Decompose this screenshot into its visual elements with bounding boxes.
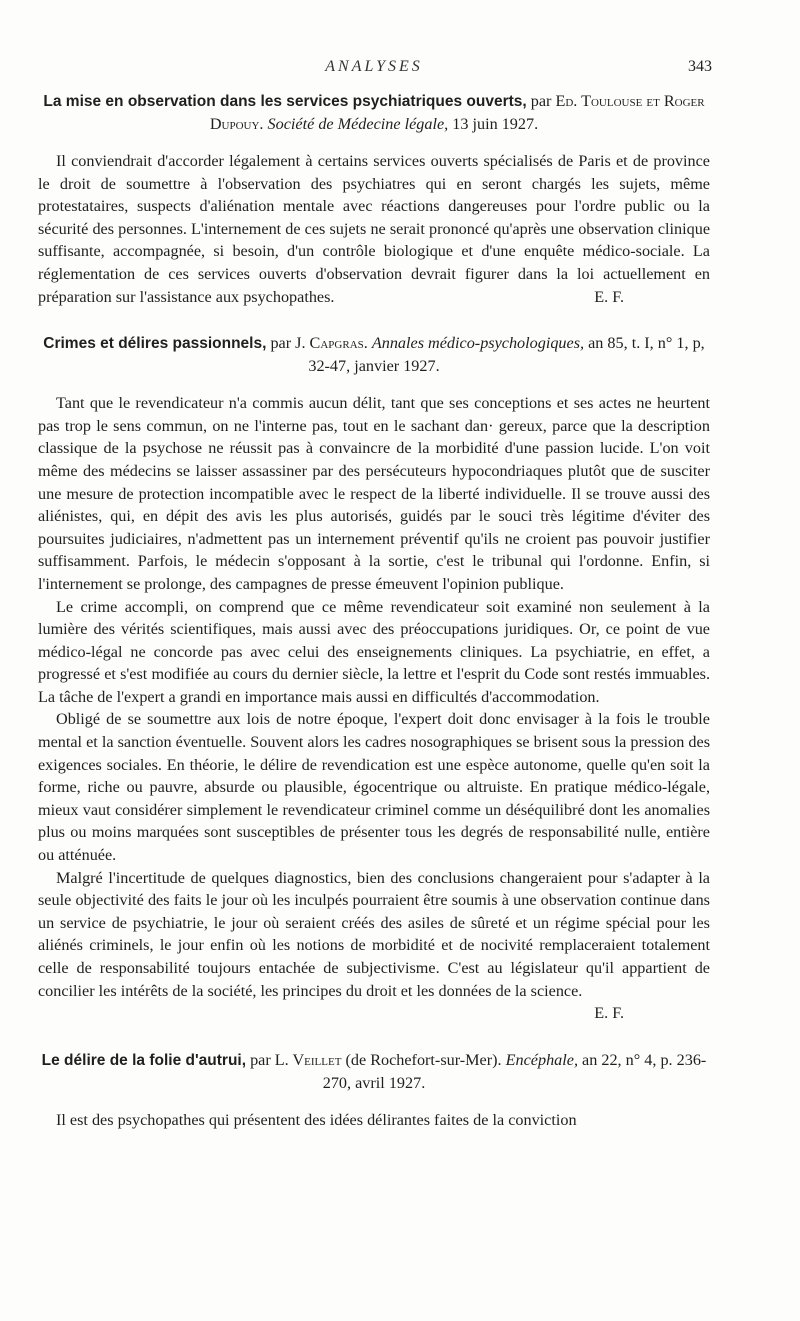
page-number: 343 bbox=[688, 58, 712, 75]
article-title: La mise en observation dans les services psychiatriques ouverts, bbox=[43, 93, 527, 110]
spacer bbox=[38, 1025, 710, 1049]
article-source: Société de Médecine légale, bbox=[267, 115, 449, 133]
article-heading bbox=[38, 1049, 710, 1095]
by-word: par bbox=[270, 334, 292, 353]
article-authors: J. Capgras. bbox=[295, 334, 368, 353]
article-paragraph bbox=[38, 150, 710, 308]
article-authors: Ed. Toulouse et Roger Dupouy. bbox=[209, 92, 705, 133]
reviewer-signature: E. F. bbox=[594, 1004, 624, 1023]
reviewer-signature: E. F. bbox=[594, 287, 624, 306]
article-date: 13 juin 1927. bbox=[452, 115, 539, 133]
article-authors: L. Veillet bbox=[274, 1050, 342, 1069]
page-body bbox=[38, 90, 710, 1131]
running-header bbox=[36, 58, 712, 82]
article-paragraph bbox=[38, 867, 710, 1025]
author-affiliation: (de Rochefort-sur-Mer). bbox=[345, 1050, 502, 1069]
article-source: Encéphale, bbox=[505, 1050, 578, 1069]
spacer bbox=[38, 308, 710, 332]
article-paragraph: Obligé de se soumettre aux lois de notre époque, l'expert doit donc envisager à la fois le trouble mental et la sanction éventuelle. Souvent alors les cadres nosographiques se brisent sous la pression des exigences sociales. En théorie, le délire de revendication est une espèce autonome, quelle qu'en soit la forme, riche ou pauvre, absurde ou plausible, égocentrique ou altruiste. En pratique médico-légale, mieux vaut considérer simplement le revendicateur criminel comme un déséquilibré dont les anomalies plus ou moins marquées sont susceptibles de présenter tous les degrés de responsabilité nulle, entière ou atténuée. bbox=[38, 710, 710, 865]
by-word: par bbox=[530, 92, 552, 110]
article-date: an 85, t. I, n° 1, p, 32-47, janvier 1927. bbox=[308, 334, 705, 376]
by-word: par bbox=[250, 1050, 271, 1069]
article-heading bbox=[38, 332, 710, 378]
review-article-2 bbox=[38, 332, 710, 1025]
review-article-3 bbox=[38, 1049, 710, 1132]
review-article-1 bbox=[38, 90, 710, 308]
running-title: ANALYSES bbox=[325, 58, 423, 75]
article-paragraph: Il est des psychopathes qui présentent des idées délirantes faites de la conviction bbox=[56, 1110, 577, 1129]
article-paragraph: Le crime accompli, on comprend que ce même revendicateur soit examiné non seulement à la lumière des vérités scientifiques, mais aussi avec des préoccupations juridiques. Or, ce point de vue médico-légal ne concorde pas avec celui des enseignements cliniques. La psychiatrie, en effet, a progressé et s'est modifiée au cours du dernier siècle, la lettre et l'esprit du Code sont restés immuables. La tâche de l'expert a grandi en importance mais aussi en difficultés d'accommodation. bbox=[38, 597, 710, 706]
article-heading bbox=[38, 90, 710, 136]
paragraph-text: Malgré l'incertitude de quelques diagnostics, bien des conclusions changeraient pour s'adapter à la seule objectivité des faits le jour où les inculpés pourraient être soumis à une observation continue dans un service de psychiatrie, le jour où seraient créés des asiles de sûreté et un régime spécial pour les aliénés criminels, le jour enfin où les notions de morbidité et de nocivité remplaceraient totalement celle de responsabilité toujours entachée de subjectivisme. C'est au législateur qu'il appartient de concilier les intérêts de la société, les principes du droit et les données de la science. bbox=[38, 868, 710, 1000]
article-paragraph: Tant que le revendicateur n'a commis aucun délit, tant que ses conceptions et ses actes ne heurtent pas trop le sens commun, on ne l'interne pas, tout en le sachant dan· gereux, parce que la description classique de la psychose ne réussit pas à convaincre de la morbidité d'une passion lucide. L'on voit même des médecins se laisser assassiner par des persécuteurs hypocondriaques plutôt que de susciter une mesure de protection incompatible avec le respect de la liberté individuelle. Il se trouve aussi des aliénistes, qui, en dépit des avis les plus autorisés, guidés par le souci très légitime d'éviter des poursuites judiciaires, n'admettent pas un internement préventif qu'ils ne croient pas pouvoir justifier suffisamment. Parfois, le médecin s'opposant à la sortie, c'est le tribunal qui l'ordonne. Enfin, si l'internement se prolonge, des campagnes de presse émeuvent l'opinion publique. bbox=[38, 394, 710, 593]
paragraph-text: Il conviendrait d'accorder légalement à certains services ouverts spécialisés de Paris et de province le droit de soumettre à l'observation des psychiatres qui en seront chargés les sujets, même protestataires, suspects d'aliénation mentale avec réactions dangereuses pour l'ordre public ou la sécurité des personnes. L'internement de ces sujets ne serait prononcé qu'après une observation clinique suffisante, accompagnée, si besoin, d'un contrôle biologique et d'une enquête médico-sociale. La réglementation de ces services ouverts d'observation devrait figurer dans la loi actuellement en préparation sur l'assistance aux psychopathes. bbox=[38, 152, 710, 306]
article-source: Annales médico-psychologiques, bbox=[371, 334, 585, 353]
article-title: Crimes et délires passionnels, bbox=[43, 335, 267, 353]
article-date: an 22, n° 4, p. 236-270, avril 1927. bbox=[322, 1050, 707, 1092]
article-title: Le délire de la folie d'autrui, bbox=[41, 1051, 247, 1069]
